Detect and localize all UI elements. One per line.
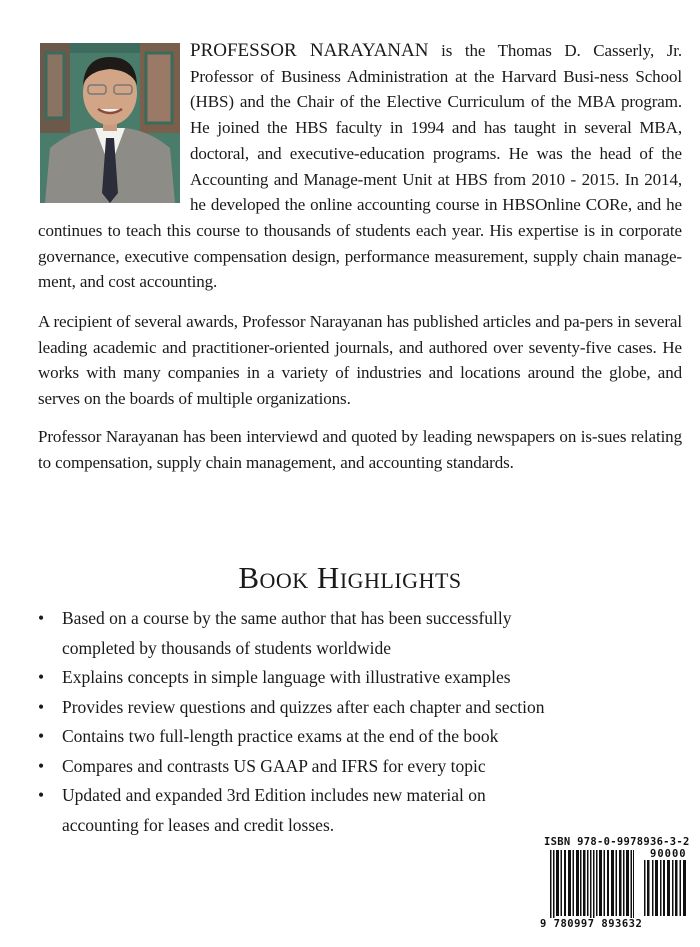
highlight-text: Compares and contrasts US GAAP and IFRS for every topic <box>62 755 486 776</box>
highlight-text: Updated and expanded 3rd Edition includes new material on accounting for leases and credit losses. <box>62 785 486 835</box>
highlights-heading: Book Highlights <box>238 560 462 595</box>
price-addon-barcode-icon <box>644 860 688 916</box>
bullet-icon: • <box>38 608 45 628</box>
highlight-item <box>36 752 596 782</box>
author-name: PROFESSOR NARAYANAN <box>190 40 429 61</box>
ean-barcode-icon <box>550 850 634 922</box>
isbn-barcode <box>540 836 695 932</box>
highlight-text: Provides review questions and quizzes after each chapter and section <box>62 696 545 717</box>
ean-digits: 9 780997 893632 <box>540 918 643 930</box>
highlight-item <box>36 722 596 752</box>
bullet-icon: • <box>38 667 45 687</box>
bullet-icon: • <box>38 696 45 717</box>
bio-paragraph-1-text: is the Thomas D. Casserly, Jr. Professor of Business Administration at the Harvard Busi-ness School (HBS) and the Chair of the Elective Curriculum of the MBA program. He joined the HBS faculty in 1994 and has taught in several MBA, doctoral, and executive-education programs. He was the head of the Accounting and Manage-ment Unit at HBS from 2010 - 2015. In 2014, he developed the online accounting course in HBSOnline CORe, and he continues to teach this course to thousands of students each year. His expertise is in corporate governance, executive compensation design, performance measurement, supply chain manage-ment, and cost accounting. <box>38 41 682 292</box>
highlights-list <box>36 604 596 840</box>
isbn-label: ISBN 978-0-9978936-3-2 <box>544 836 690 848</box>
highlight-item <box>36 604 596 663</box>
highlight-text: Explains concepts in simple language with illustrative examples <box>62 667 511 687</box>
bio-paragraph-3: Professor Narayanan has been interviewd and quoted by leading newspapers on is-sues relating to compensation, supply chain management, and accounting standards. <box>38 426 682 472</box>
bullet-icon: • <box>38 755 45 776</box>
price-code: 90000 <box>650 848 687 860</box>
bullet-icon: • <box>38 785 45 805</box>
photo-spacer <box>38 38 190 203</box>
highlight-item <box>36 663 596 693</box>
bullet-icon: • <box>38 726 45 746</box>
highlight-item <box>36 693 596 723</box>
highlight-text: Based on a course by the same author that has been successfully completed by thousands of students worldwide <box>62 608 512 658</box>
highlight-item <box>36 781 596 840</box>
bio-paragraph-2: A recipient of several awards, Professor Narayanan has published articles and pa-pers in several leading academic and practitioner-oriented journals, and authored over seventy-five cases. He works with many companies in a variety of industries and locations around the globe, and serves on the boards of multiple organizations. <box>38 312 682 409</box>
highlight-text: Contains two full-length practice exams at the end of the book <box>62 726 499 746</box>
author-bio <box>38 38 682 475</box>
